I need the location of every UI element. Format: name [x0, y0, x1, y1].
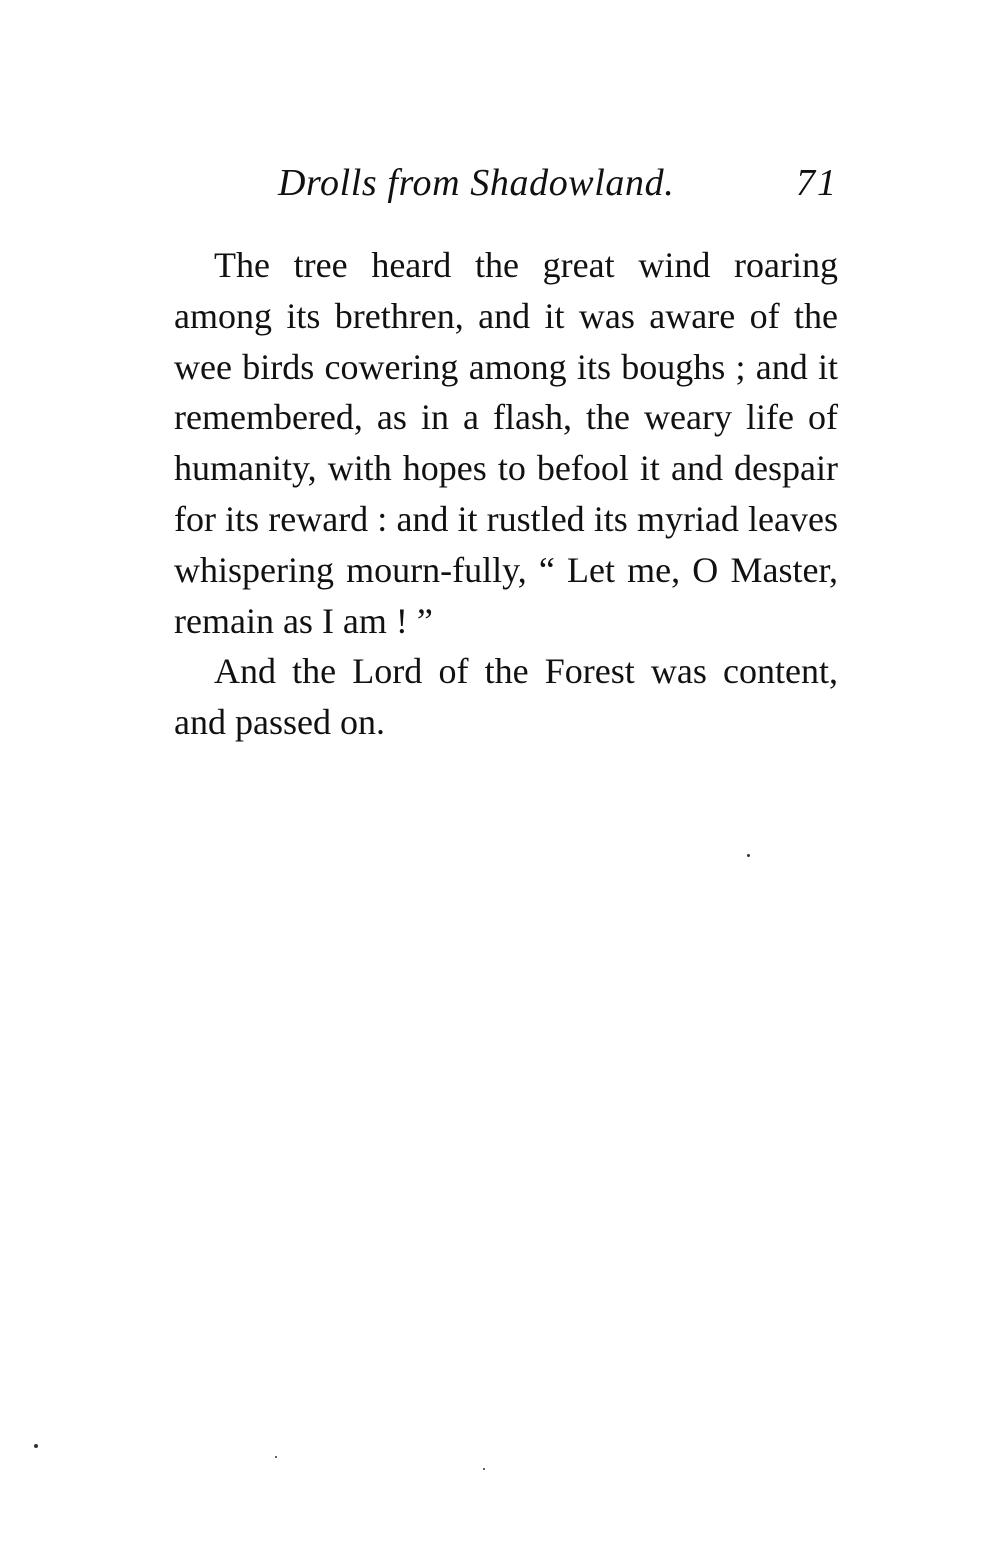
body-text	[174, 240, 838, 748]
paragraph-1: The tree heard the great wind roaring among its brethren, and it was aware of the wee birds cowering among its boughs ; and it remembered, as in a flash, the weary life of humanity, with hopes to befool it and despair for its reward : and it rustled its myriad leaves whispering mourn-fully, “ Let me, O Master, remain as I am ! ”	[174, 245, 838, 641]
running-head	[278, 158, 838, 208]
paragraph-2: And the Lord of the Forest was content, and passed on.	[174, 651, 838, 743]
scan-speck	[275, 1456, 277, 1458]
scan-speck	[483, 1468, 485, 1470]
running-title: Drolls from Shadowland.	[278, 162, 675, 204]
scan-speck	[34, 1444, 38, 1448]
page-number: 71	[796, 162, 838, 204]
scan-speck	[747, 854, 750, 857]
